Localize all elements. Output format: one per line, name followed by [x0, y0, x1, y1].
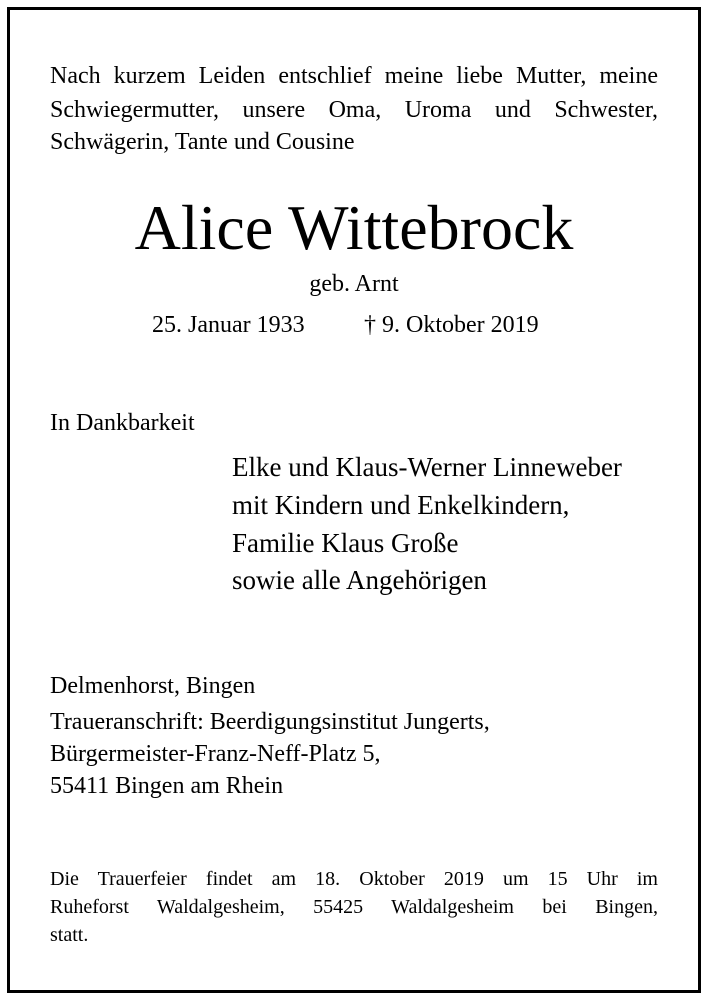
intro-line: Schwägerin, Tante und Cousine [50, 129, 355, 155]
family-line: Elke und Klaus-Werner Linneweber [232, 452, 622, 482]
thanks-heading: In Dankbarkeit [50, 410, 195, 436]
ceremony-line: Die Trauerfeier findet am 18. Oktober 2019 um 15 Uhr im [50, 868, 658, 890]
intro-line: Nach kurzem Leiden entschlief meine liebe Mutter, meine [50, 63, 658, 89]
address-line: Bürgermeister-Franz-Neff-Platz 5, [50, 741, 381, 767]
ceremony-line: statt. [50, 924, 89, 946]
address-line: Traueranschrift: Beerdigungsinstitut Jungerts, [50, 709, 490, 735]
family-line: mit Kindern und Enkelkindern, [232, 490, 570, 520]
intro-line: Schwiegermutter, unsere Oma, Uroma und Schwester, [50, 97, 658, 123]
birth-name: geb. Arnt [309, 271, 399, 297]
death-date: † 9. Oktober 2019 [364, 312, 539, 338]
family-line: Familie Klaus Große [232, 528, 459, 558]
location: Delmenhorst, Bingen [50, 673, 256, 699]
address-line: 55411 Bingen am Rhein [50, 773, 284, 799]
deceased-name: Alice Wittebrock [134, 192, 574, 263]
family-line: sowie alle Angehörigen [232, 565, 487, 595]
ceremony-line: Ruheforst Waldalgesheim, 55425 Waldalgesheim bei Bingen, [50, 896, 658, 918]
birth-date: 25. Januar 1933 [152, 312, 305, 338]
